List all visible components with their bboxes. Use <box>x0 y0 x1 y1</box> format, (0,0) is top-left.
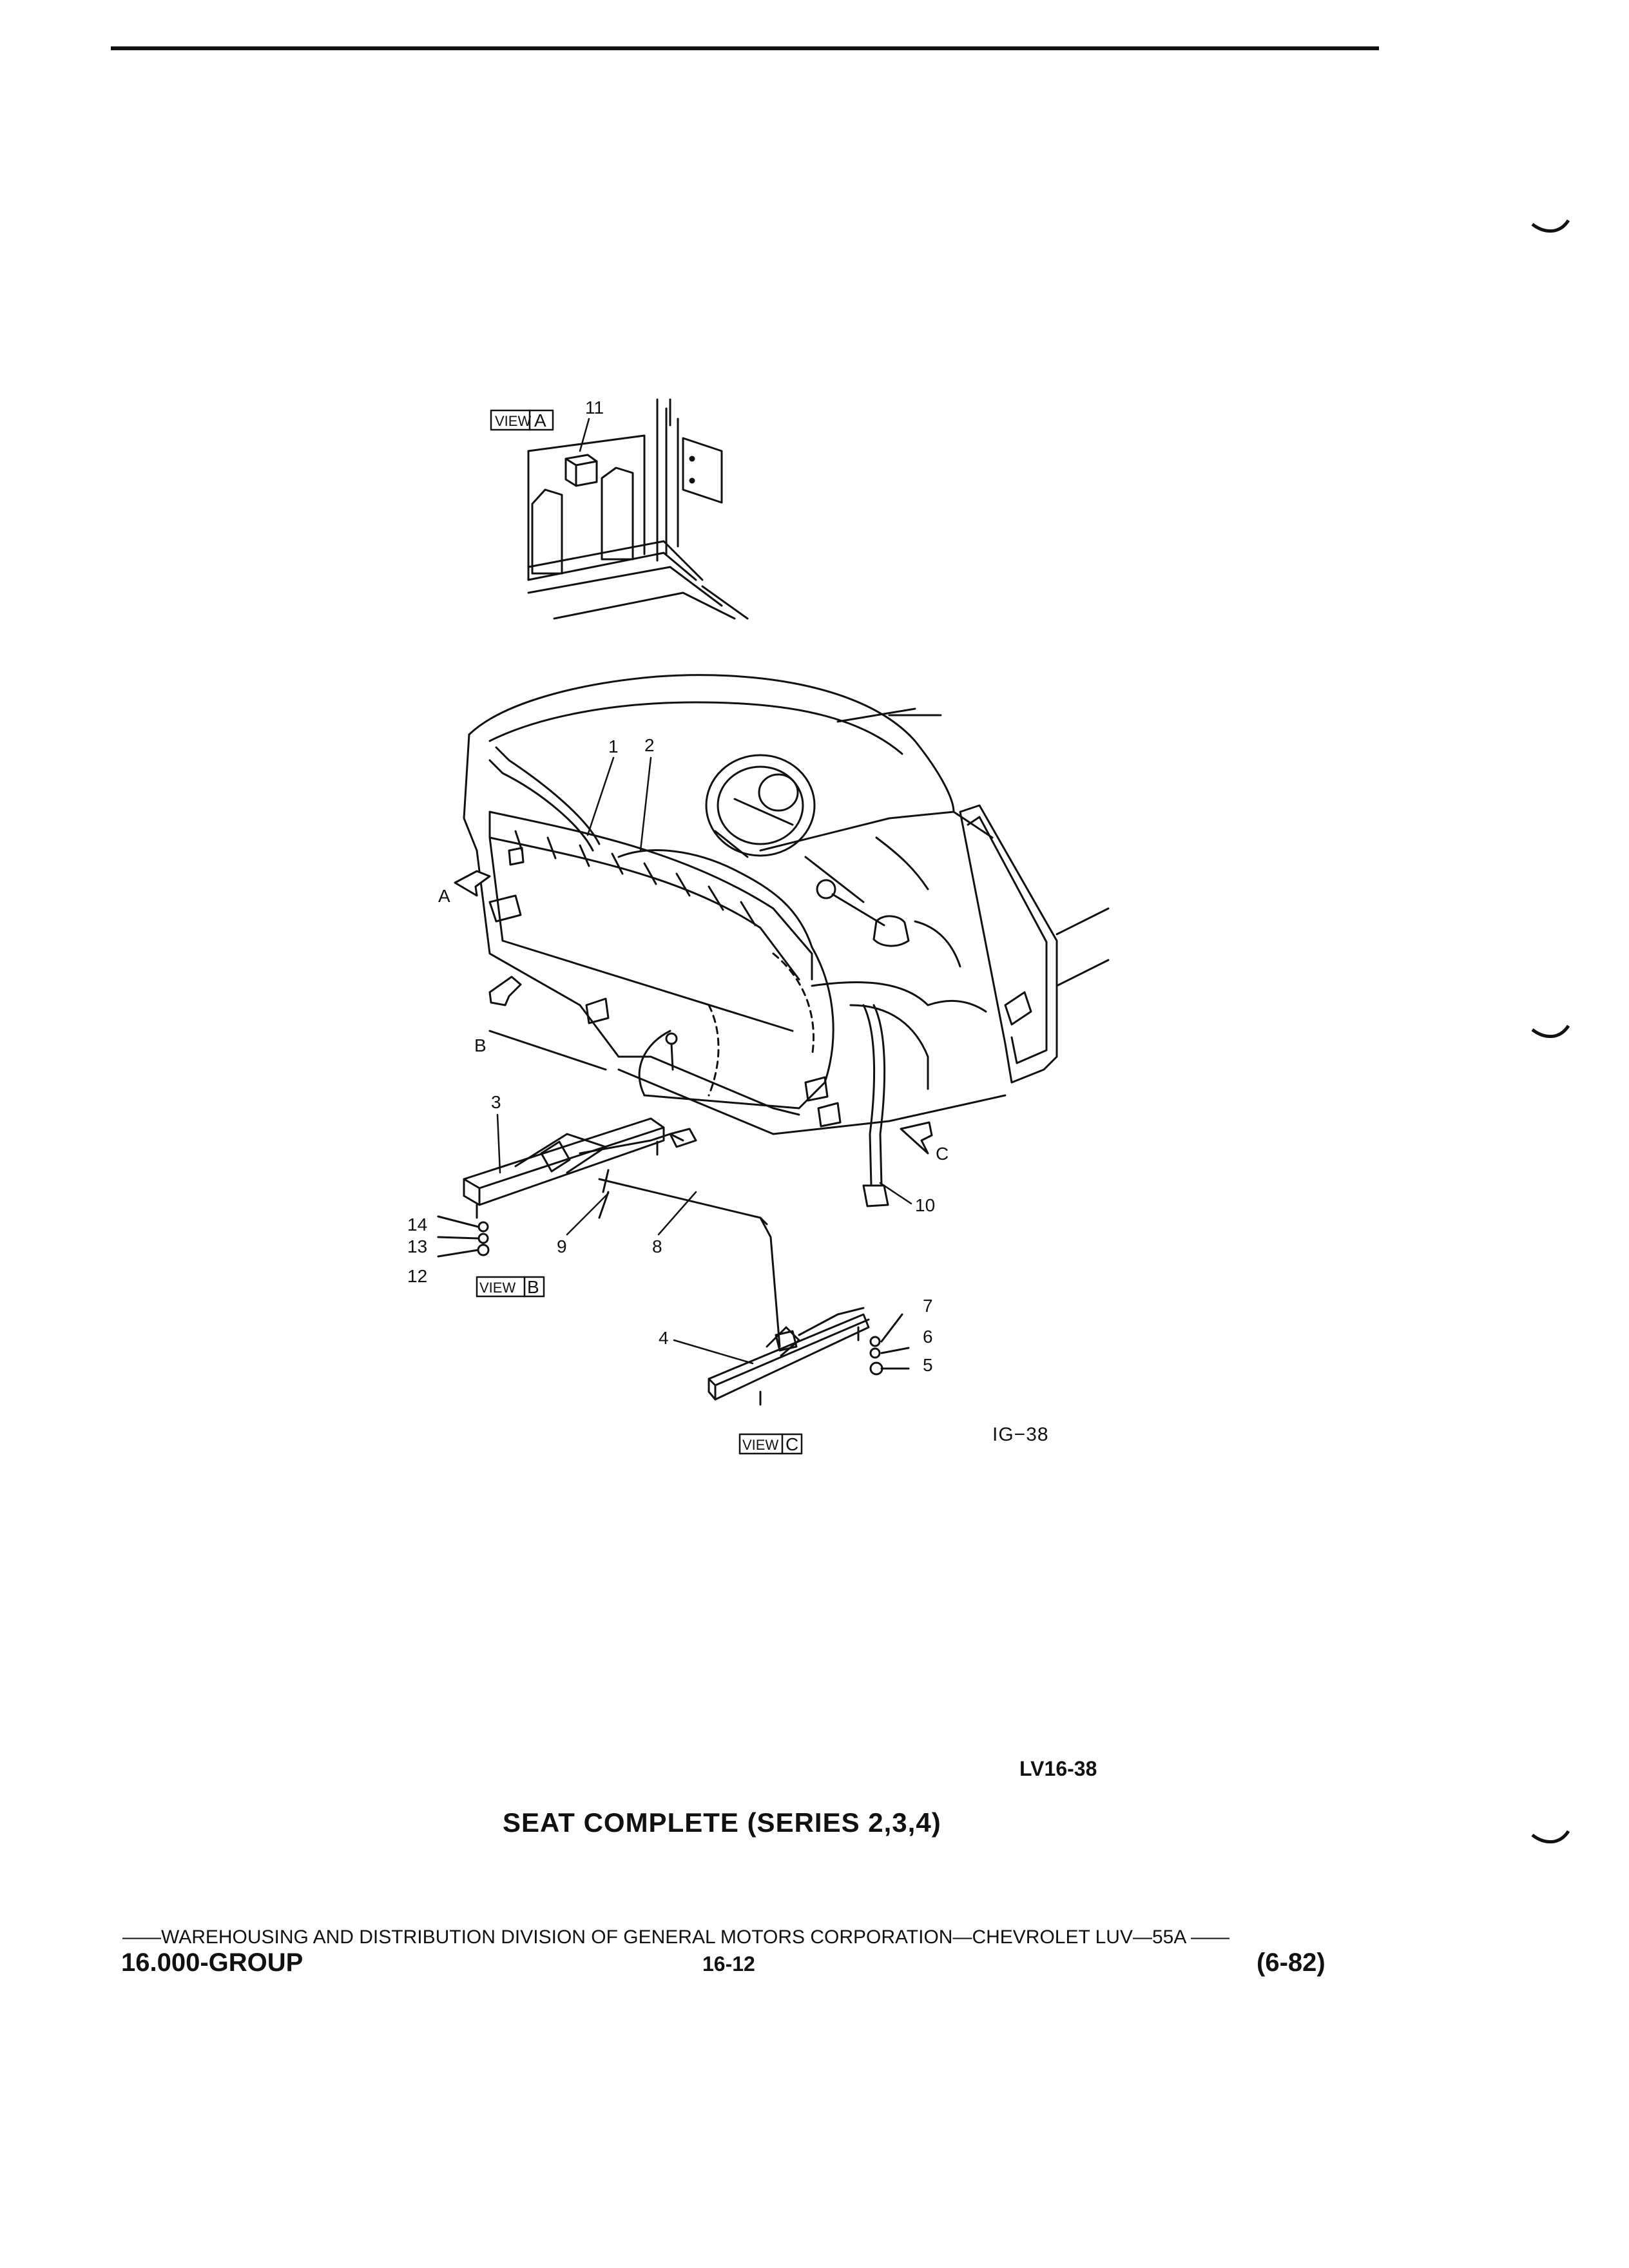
view-b-letter: B <box>527 1277 539 1297</box>
arrow-letter-c: C <box>936 1144 949 1164</box>
arrow-letter-b: B <box>474 1035 487 1055</box>
callout-8: 8 <box>652 1236 662 1256</box>
callout-10: 10 <box>915 1195 936 1215</box>
figure-code: IG−38 <box>992 1424 1049 1445</box>
view-a-inset <box>491 398 747 619</box>
view-c-rail <box>709 1218 909 1454</box>
callout-3: 3 <box>491 1092 501 1112</box>
callout-9: 9 <box>557 1236 567 1256</box>
view-a-label: VIEW <box>495 413 532 429</box>
view-c-label: VIEW <box>742 1437 779 1453</box>
edge-mark <box>1531 219 1570 238</box>
callout-11: 11 <box>585 398 604 418</box>
footer-date: (6-82) <box>1257 1948 1325 1977</box>
callout-5: 5 <box>923 1355 933 1375</box>
callout-6: 6 <box>923 1327 933 1347</box>
cab-and-bench-seat <box>464 675 1108 1206</box>
callout-12: 12 <box>407 1266 428 1286</box>
footer-distribution-line: ——WAREHOUSING AND DISTRIBUTION DIVISION OF GENERAL MOTORS CORPORATION—CHEVROLET LUV—55A —— <box>122 1927 1230 1948</box>
footer-group: 16.000-GROUP <box>121 1948 304 1977</box>
callout-14: 14 <box>407 1215 428 1235</box>
callout-13: 13 <box>407 1236 428 1256</box>
view-b-rail <box>438 1119 767 1297</box>
view-a-letter: A <box>534 410 546 430</box>
figure-caption: SEAT COMPLETE (SERIES 2,3,4) <box>503 1807 941 1838</box>
callout-4: 4 <box>659 1328 669 1348</box>
edge-mark <box>1531 1024 1570 1044</box>
callout-2: 2 <box>644 735 655 755</box>
view-b-label: VIEW <box>479 1280 516 1296</box>
callout-7: 7 <box>923 1296 933 1316</box>
arrow-letter-a: A <box>438 886 450 906</box>
reference-number: LV16-38 <box>1019 1757 1097 1780</box>
footer-page-number: 16-12 <box>702 1952 755 1975</box>
edge-mark <box>1531 1830 1570 1849</box>
view-c-letter: C <box>786 1434 799 1454</box>
callout-1: 1 <box>608 736 619 756</box>
